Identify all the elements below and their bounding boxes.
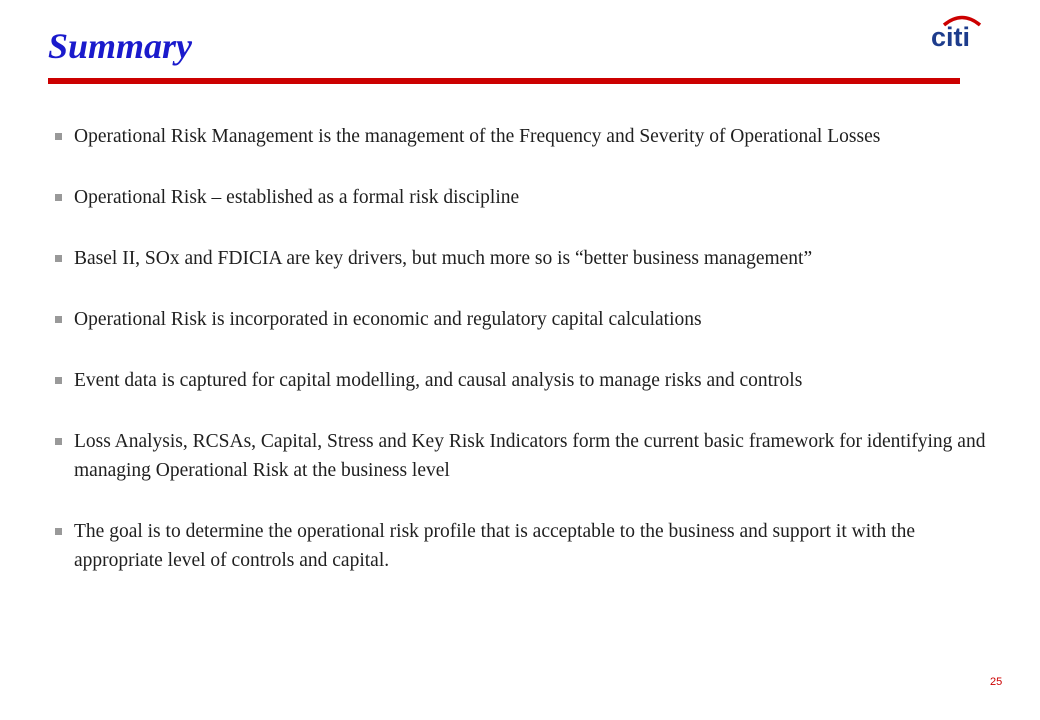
square-bullet-icon (55, 438, 62, 445)
square-bullet-icon (55, 528, 62, 535)
citi-logo-text: citi (931, 22, 971, 50)
bullet-text: The goal is to determine the operational risk profile that is acceptable to the business and support it with the appropriate level of controls and capital. (74, 521, 915, 571)
bullet-text: Loss Analysis, RCSAs, Capital, Stress and Key Risk Indicators form the current basic framework for identifying and managing Operational Risk at the business level (74, 431, 986, 481)
bullet-item (53, 427, 1003, 485)
bullet-text: Basel II, SOx and FDICIA are key drivers, but much more so is “better business management” (74, 248, 813, 269)
bullet-item (53, 244, 1003, 273)
bullet-item (53, 122, 1003, 151)
citi-logo-icon (925, 8, 985, 50)
bullet-item (53, 366, 1003, 395)
bullet-text: Event data is captured for capital modelling, and causal analysis to manage risks and controls (74, 370, 803, 391)
square-bullet-icon (55, 377, 62, 384)
summary-bullet-list (53, 122, 1003, 575)
citi-logo (925, 8, 985, 50)
bullet-text: Operational Risk Management is the management of the Frequency and Severity of Operational Losses (74, 126, 881, 147)
page-number: 25 (990, 676, 1003, 688)
title-rule (48, 78, 960, 84)
square-bullet-icon (55, 133, 62, 140)
bullet-text: Operational Risk – established as a formal risk discipline (74, 187, 520, 208)
bullet-item (53, 517, 1003, 575)
bullet-text: Operational Risk is incorporated in economic and regulatory capital calculations (74, 309, 702, 330)
slide-title: Summary (48, 26, 193, 66)
bullet-item (53, 305, 1003, 334)
square-bullet-icon (55, 255, 62, 262)
bullet-item (53, 183, 1003, 212)
square-bullet-icon (55, 316, 62, 323)
square-bullet-icon (55, 194, 62, 201)
